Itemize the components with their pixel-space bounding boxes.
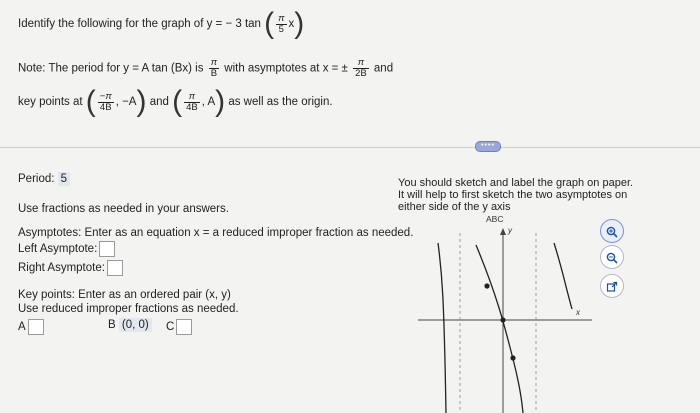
and-text: and [149,96,169,108]
asymptote-fraction: $\frac{\pi}{2B}$ [355,57,367,79]
kp2-fraction: $\frac{\pi}{4B}$ [186,90,198,113]
popout-icon[interactable] [600,274,624,298]
tangent-branch-left [438,243,446,413]
keypoints-text: key points at [18,96,83,108]
kp1-rest: , −A [115,96,137,108]
tangent-branch-right [554,243,572,309]
key-point[interactable] [484,283,489,288]
point-c-label: C [166,321,175,333]
note-text-b: with asymptotes at x = ± [224,62,348,75]
left-asymptote-label: Left Asymptote: [18,243,98,255]
point-b-answer[interactable]: (0, 0) [119,318,152,332]
tangent-graph [416,213,596,413]
right-asymptote-row [18,260,123,276]
zoom-in-icon[interactable] [600,219,624,243]
y-axis-arrow [500,228,506,235]
kp2-left-paren: ( [172,85,183,118]
key-point[interactable] [510,355,515,360]
point-a-label: A [18,321,26,333]
point-c-input[interactable] [176,319,192,335]
abc-label: ABC [486,214,504,224]
asymptotes-hint: Asymptotes: Enter as an equation x = a reduced improper fraction as needed. [18,227,414,239]
left-paren: ( [264,7,275,40]
tangent-branch-center [476,245,524,413]
x-axis-label: x [576,308,580,317]
left-asymptote-input[interactable] [99,241,115,257]
keypoints-hint-1: Key points: Enter as an ordered pair (x, y) [18,289,231,301]
note-text-c: and [373,62,394,75]
period-fraction: $\frac{\pi}{B}$ [210,57,218,79]
left-asymptote-row [18,241,115,257]
period-label: Period: [18,173,55,185]
period-row [18,173,70,185]
kp2-right-paren: ) [215,85,226,118]
question-line [18,7,305,40]
kp1-right-paren: ) [136,85,147,118]
note-line-2 [18,85,333,118]
keypoints-hint-2: Use reduced improper fractions as needed. [18,303,239,315]
sketch-line-2: It will help to first sketch the two asymptotes on [398,189,628,201]
key-point[interactable] [500,317,505,322]
period-answer[interactable]: 5 [58,172,70,186]
argument-fraction: $\frac{\pi}{5}$ [278,12,285,35]
origin-text: as well as the origin. [228,96,333,108]
point-a-input[interactable] [28,319,44,335]
right-asymptote-label: Right Asymptote: [18,262,105,274]
sketch-instructions [398,177,633,213]
kp1-fraction: $\frac{-\pi}{4B}$ [99,90,112,113]
right-paren: ) [294,7,305,40]
point-c-row [166,319,192,335]
argument-var: x [288,18,295,30]
zoom-out-icon[interactable] [600,245,624,269]
note-line-1 [18,58,393,79]
y-axis-label: y [508,226,512,235]
kp2-rest: , A [201,96,216,108]
fractions-hint: Use fractions as needed in your answers. [18,203,229,215]
kp1-left-paren: ( [85,85,96,118]
right-asymptote-input[interactable] [107,260,123,276]
sketch-line-3: either side of the y axis [398,201,511,213]
section-divider [0,147,700,148]
note-text-a: Note: The period for y = A tan (Bx) is [18,62,204,75]
point-a-row [18,319,44,335]
sketch-line-1: You should sketch and label the graph on paper. [398,177,634,189]
point-b-row [108,319,152,331]
pane-resize-handle[interactable]: •••• [475,141,501,152]
question-prefix: Identify the following for the graph of y = − 3 tan [18,18,261,30]
point-b-label: B [108,319,116,331]
